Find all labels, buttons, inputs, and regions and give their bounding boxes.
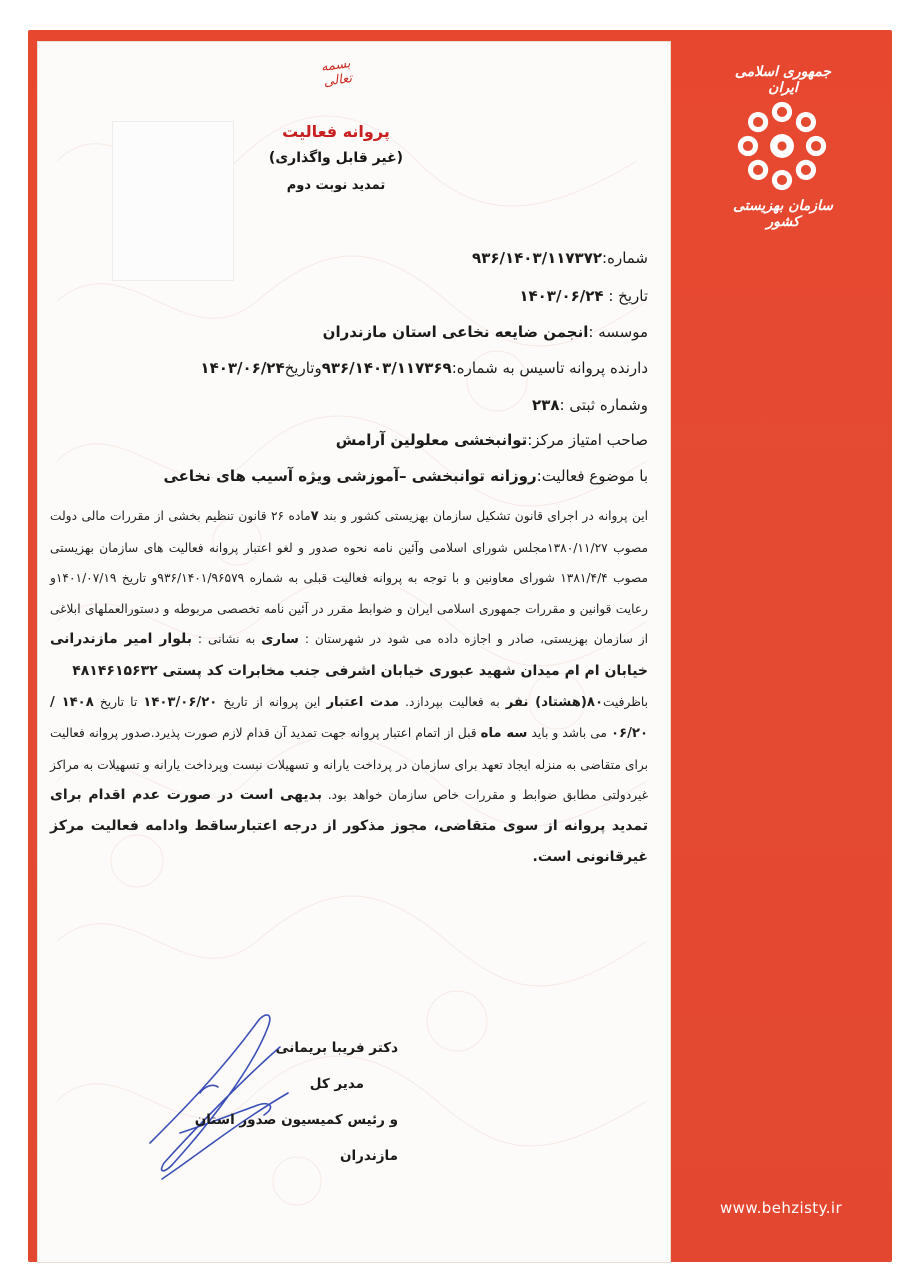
subject-value: روزانه توانبخشی –آموزشی ویژه آسیب های نخاعی xyxy=(163,467,537,485)
validity-warning: بدیهی است در صورت عدم اقدام برای تمدید پروانه از سوی متقاضی، مجوز مذکور از درجه اعتبارساقط وادامه فعالیت مرکز غیرقانونی است. xyxy=(50,787,648,865)
signer-name: دکتر فریبا بریمانی xyxy=(275,1040,398,1056)
establishment-value: ۹۳۶/۱۴۰۳/۱۱۷۳۶۹ xyxy=(321,359,452,377)
renewal-note: تمدید نوبت دوم xyxy=(286,178,386,193)
establishment-label: دارنده پروانه تاسیس به شماره: xyxy=(451,359,648,377)
establishment-row xyxy=(48,356,648,380)
document-subtitle: (غیر قابل واگذاری) xyxy=(268,150,404,166)
signer-role: و رئیس کمیسیون صدور استان مازندران xyxy=(194,1112,398,1164)
signature-block xyxy=(150,1030,398,1174)
institute-row xyxy=(48,320,648,344)
body-part-1: این پروانه در اجرای قانون تشکیل سازمان بهزیستی کشور و بند xyxy=(323,509,649,523)
basmala-calligraphy: بسمه تعالی xyxy=(319,56,353,90)
organization-name: سازمان بهزیستی کشور xyxy=(732,198,834,230)
number-value: ۹۳۶/۱۴۰۳/۱۱۷۳۷۲ xyxy=(472,249,603,267)
city-name: ساری xyxy=(261,632,299,648)
document-title: پروانه فعالیت xyxy=(282,122,390,141)
body-part-4: این پروانه از تاریخ xyxy=(223,694,321,709)
center-label: صاحب امتیاز مرکز: xyxy=(527,431,648,449)
address-label: به نشانی : xyxy=(197,632,256,647)
validity-label: مدت اعتبار xyxy=(326,694,400,710)
number-row xyxy=(48,246,648,270)
date-label: تاریخ : xyxy=(608,287,648,305)
subject-row xyxy=(48,464,648,488)
establishment-date-value: ۱۴۰۳/۰۶/۲۴ xyxy=(200,359,285,377)
body-part-6: می باشد و باید xyxy=(531,726,607,741)
body-part-2: ماده ۲۶ قانون تنظیم بخشی از مقررات مالی دولت مصوب ۱۳۸۰/۱۱/۲۷مجلس شورای اسلامی وآئین نامه نحوه صدور و لغو اعتبار پروانه فعالیت های سازمان بهزیستی مصوب ۱۳۸۱/۴/۴ شورای معاونین و با توجه به پروانه فعالیت قبلی به شماره ۹۳۶/۱۴۰۱/۹۶۵۷۹و تاریخ ۱۴۰۱/۰۷/۱۹و رعایت قوانین و مقررات جمهوری اسلامی ایران و ضوابط مقرر در آئین نامه تخصصی مربوطه و دستورالعملهای ابلاغی از سازمان بهزیستی، صادر و اجازه داده می شود در شهرستان : xyxy=(50,509,649,647)
body-part-5: تا تاریخ xyxy=(99,694,138,709)
institute-label: موسسه : xyxy=(588,323,648,341)
capacity-label: باظرفیت xyxy=(603,694,649,709)
center-row xyxy=(48,428,648,452)
behzisti-logo-icon xyxy=(736,100,828,192)
institute-value: انجمن ضایعه نخاعی استان مازندران xyxy=(322,323,589,341)
date-value: ۱۴۰۳/۰۶/۲۴ xyxy=(519,287,604,305)
valid-to-date: ۱۴۰۸ /۰۶/۲۰ xyxy=(50,694,648,742)
website-url: www.behzisty.ir xyxy=(719,1199,843,1217)
subject-label: با موضوع فعالیت: xyxy=(536,467,648,485)
address-text: بلوار امیر مازندرانی خیابان ام ام میدان شهید عبوری خیابان اشرفی جنب مخابرات کد پستی ۴۸۱۴۶۱۵۶۳۲ xyxy=(50,631,648,679)
date-row xyxy=(48,284,648,308)
capacity-value: ۸۰(هشتاد) نفر xyxy=(505,694,604,710)
number-label: شماره: xyxy=(602,249,648,267)
registration-value: ۲۳۸ xyxy=(532,396,560,414)
center-value: توانبخشی معلولین آرامش xyxy=(335,431,528,449)
body-part-3: به فعالیت بپردازد. xyxy=(405,694,500,709)
registration-label: وشماره ثبتی : xyxy=(559,396,648,414)
three-months: سه ماه xyxy=(480,726,528,742)
title-block xyxy=(246,118,426,202)
clause-number: ۷ xyxy=(310,509,319,524)
body-part-7: قبل از اتمام اعتبار پروانه جهت تمدید آن قدام لازم صورت پذیرد.صدور پروانه فعالیت برای متقاضی به منزله ایجاد تعهد برای سازمان در پرداخت یارانه و تسهیلات نبست وپرداخت یارانه و تسهیلات به مراکز غیردولتی مطابق ضوابط و مقررات خاص سازمان خواهد بود. xyxy=(50,726,649,803)
signer-position: مدیر کل xyxy=(309,1076,364,1092)
registration-row xyxy=(48,393,648,417)
country-name: جمهوری اسلامی ایران xyxy=(734,64,832,96)
license-body-text xyxy=(50,501,648,872)
valid-from-date: ۱۴۰۳/۰۶/۲۰ xyxy=(143,694,218,710)
establishment-date-label: وتاریخ xyxy=(284,359,322,377)
